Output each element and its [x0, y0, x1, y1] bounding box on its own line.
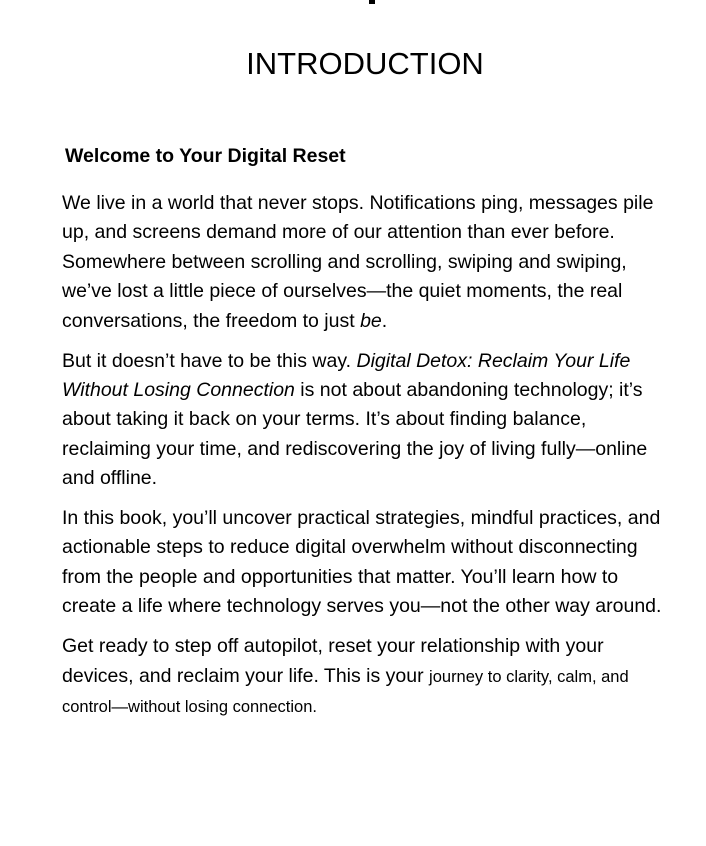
- paragraph-2: [62, 347, 668, 494]
- section-heading: Welcome to Your Digital Reset: [65, 145, 346, 167]
- text-run: But it doesn’t have to be this way.: [62, 349, 357, 372]
- text-run-italic-book-title: Digital Detox: Reclaim Your Life Without Losing Connection: [62, 349, 631, 401]
- page-title: INTRODUCTION: [246, 46, 484, 81]
- paragraph-4: [62, 632, 668, 722]
- cropped-character-mark: [369, 0, 375, 4]
- text-run-italic: be: [360, 309, 382, 332]
- paragraph-3: [62, 504, 668, 622]
- text-run: In this book, you’ll uncover practical strategies, mindful practices, and actionable steps to reduce digital overwhelm without disconnecting from the people and opportunities that matter. You’ll learn how to create a life where technology serves you—not the other way around.: [62, 507, 662, 618]
- text-run: is not about abandoning technology; it’s about taking it back on your terms. It’s about finding balance, reclaiming your time, and rediscovering the joy of living fully—online and offline.: [62, 378, 648, 490]
- text-run: Get ready to step off autopilot, reset your relationship with your devices, and reclaim your life. This is your: [62, 635, 604, 687]
- text-run-small: journey to clarity, calm, and control—without losing connection.: [62, 667, 629, 716]
- text-run: .: [381, 309, 388, 332]
- text-run: We live in a world that never stops. Notifications ping, messages pile up, and screens demand more of our attention than ever before. Somewhere between scrolling and scrolling, swiping and swiping, we’ve lost a little piece of ourselves—the quiet moments, the real conversations, the freedom to just: [62, 192, 654, 332]
- paragraph-1: [62, 189, 668, 336]
- page-content: [0, 42, 706, 722]
